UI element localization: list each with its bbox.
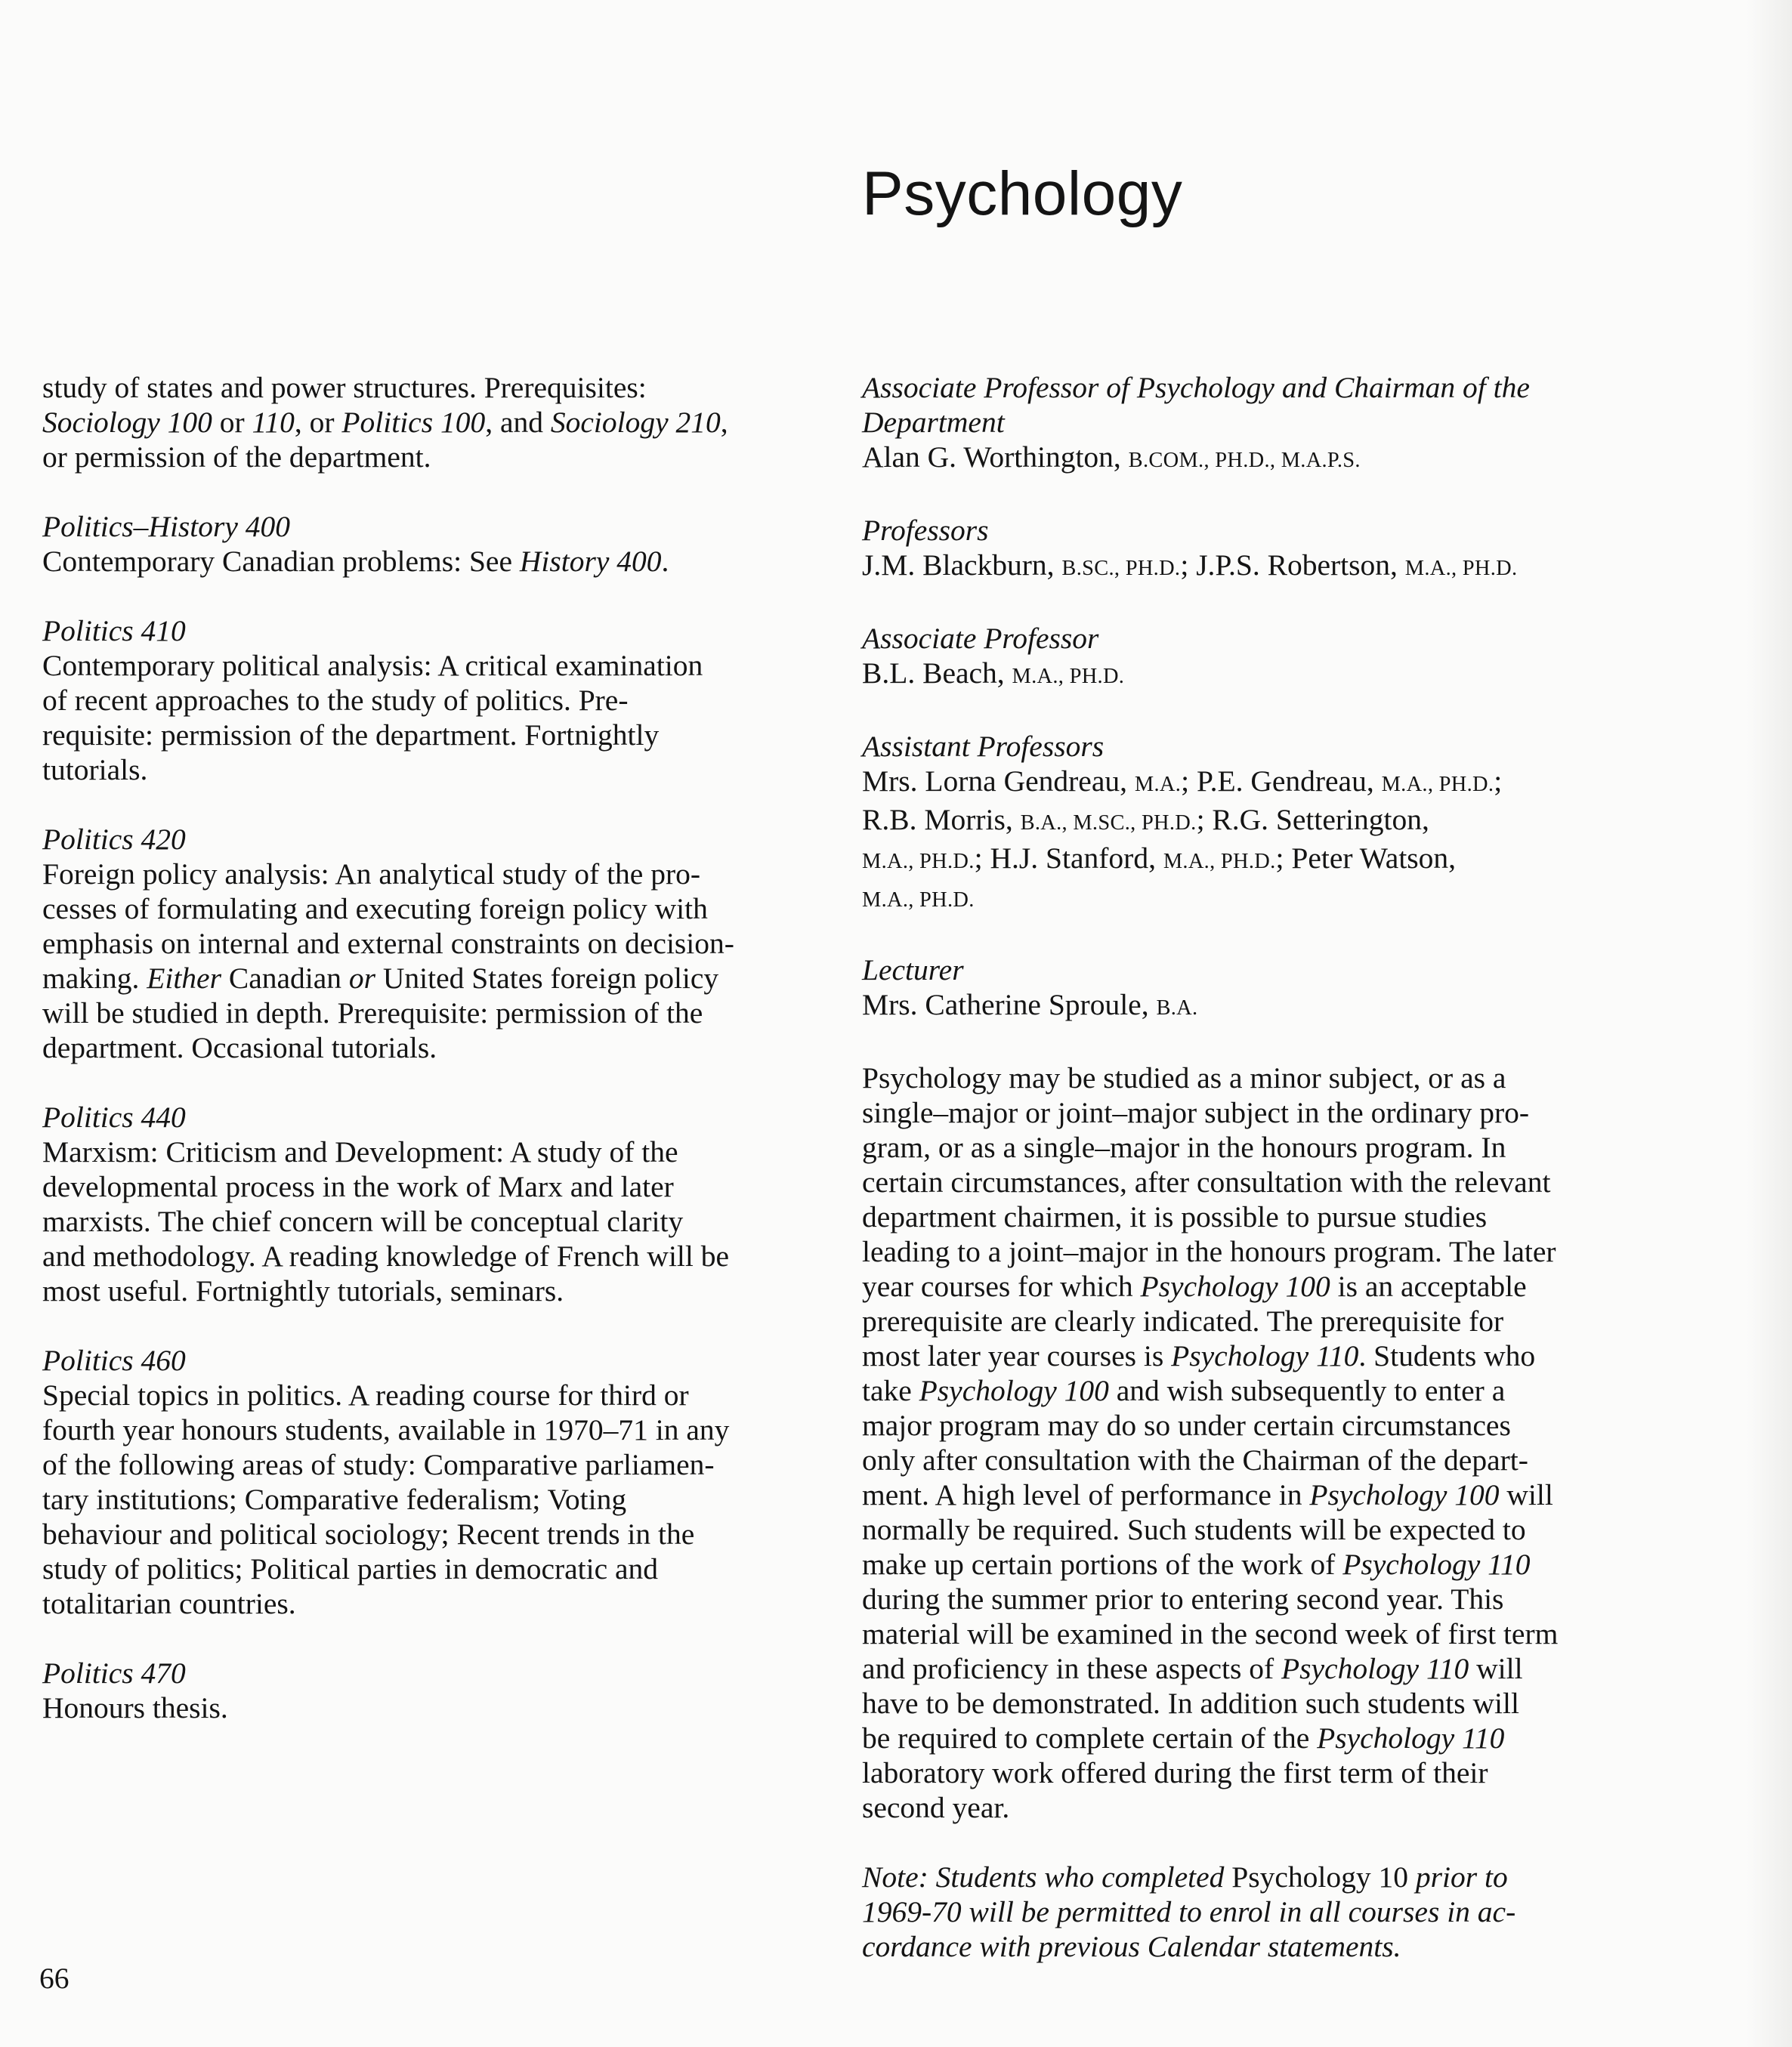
text-line: Special topics in politics. A reading course for third or	[42, 1379, 689, 1412]
faculty-name: R.B. Morris,	[862, 803, 1021, 836]
course-ref: Psychology 110	[1171, 1339, 1359, 1372]
text-line: prerequisite are clearly indicated. The prerequisite for	[862, 1304, 1504, 1338]
text-run: Contemporary Canadian problems: See	[42, 545, 520, 578]
program-description	[862, 1061, 1659, 1825]
right-column	[862, 370, 1659, 1964]
text-line: 1969-70 will be permitted to enrol in all courses in ac-	[862, 1895, 1516, 1928]
text-line: or permission of the department.	[42, 440, 431, 474]
course-ref: Politics 100	[341, 406, 486, 439]
text-run: Either	[147, 962, 221, 995]
degree-text: M.A.	[1134, 773, 1182, 796]
text-line: totalitarian countries.	[42, 1587, 296, 1620]
faculty-assistant-professors	[862, 729, 1659, 918]
text-line: Honours thesis.	[42, 1691, 228, 1724]
text-line: behaviour and political sociology; Recent trends in the	[42, 1517, 695, 1551]
text-run: is an acceptable	[1330, 1270, 1527, 1303]
course-ref: Psychology 110	[1342, 1548, 1531, 1581]
course-ref: Psychology 100	[1140, 1270, 1330, 1303]
page-number: 66	[39, 1962, 70, 1995]
text-line: second year.	[862, 1791, 1010, 1824]
text-line	[862, 1477, 1659, 1512]
course-politics-460	[42, 1343, 837, 1621]
text-run: ;	[1494, 764, 1503, 798]
text-run: Canadian	[221, 962, 349, 995]
course-ref: Psychology 100	[1309, 1478, 1500, 1511]
page-title: Psychology	[862, 159, 1183, 228]
text-line	[862, 1547, 1659, 1582]
text-run: or	[348, 962, 376, 995]
text-line	[862, 1338, 1659, 1373]
faculty-line	[862, 440, 1659, 478]
text-line: cordance with previous Calendar statements.	[862, 1930, 1401, 1963]
course-heading: Politics 420	[42, 823, 186, 856]
text-line: marxists. The chief concern will be conceptual clarity	[42, 1205, 684, 1238]
faculty-name: ; R.G. Setterington,	[1196, 803, 1429, 836]
text-run: and wish subsequently to enter a	[1108, 1374, 1506, 1407]
degree-text: M.A., PH.D.	[862, 850, 975, 873]
text-run: and proficiency in these aspects of	[862, 1652, 1281, 1685]
faculty-name: Mrs. Lorna Gendreau,	[862, 764, 1135, 798]
degree-text: M.A., PH.D.	[1012, 665, 1125, 688]
text-line: only after consultation with the Chairman of the depart-	[862, 1443, 1528, 1477]
course-ref: Psychology 110	[1317, 1721, 1505, 1755]
text-line: of the following areas of study: Comparative parliamen-	[42, 1448, 715, 1481]
text-run: be required to complete certain of the	[862, 1721, 1318, 1755]
text-line: study of politics; Political parties in democratic and	[42, 1552, 659, 1585]
note-paragraph	[862, 1860, 1659, 1964]
intro-paragraph	[42, 370, 837, 474]
text-line: certain circumstances, after consultation with the relevant	[862, 1166, 1551, 1199]
course-politics-470	[42, 1656, 837, 1725]
text-line	[42, 544, 837, 579]
degree-text: M.A., PH.D.	[1404, 557, 1518, 580]
text-run: United States foreign policy	[375, 962, 719, 995]
faculty-heading: Assistant Professors	[862, 730, 1105, 763]
text-run: take	[862, 1374, 919, 1407]
text-line: tary institutions; Comparative federalism; Voting	[42, 1483, 627, 1516]
text-line	[862, 1373, 1659, 1408]
course-heading: Politics–History 400	[42, 510, 291, 543]
faculty-name: ; Peter Watson,	[1275, 841, 1457, 875]
faculty-name: J.M. Blackburn,	[862, 548, 1062, 582]
course-heading: Politics 410	[42, 614, 186, 647]
text-run: ;	[1180, 548, 1197, 582]
degree-text: M.A., PH.D.	[1381, 773, 1494, 796]
text-line: will be studied in depth. Prerequisite: permission of the	[42, 996, 703, 1030]
course-ref: Sociology 210	[550, 406, 721, 439]
text-line: and methodology. A reading knowledge of French will be	[42, 1240, 730, 1273]
course-ref: History 400	[519, 545, 662, 578]
faculty-heading: Associate Professor	[862, 622, 1099, 655]
text-line	[862, 1269, 1659, 1304]
faculty-line	[862, 548, 1659, 586]
text-run: , or	[294, 406, 342, 439]
text-line: fourth year honours students, available in 1970–71 in any	[42, 1413, 730, 1446]
faculty-name: B.L. Beach,	[862, 656, 1012, 690]
text-run: , and	[485, 406, 551, 439]
faculty-chair	[862, 370, 1659, 478]
text-line: gram, or as a single–major in the honours program. In	[862, 1131, 1506, 1164]
text-run: . Students who	[1358, 1339, 1536, 1372]
faculty-line	[862, 841, 1659, 879]
text-line: normally be required. Such students will be expected to	[862, 1513, 1526, 1546]
faculty-line	[862, 987, 1659, 1026]
text-line	[862, 1860, 1659, 1894]
faculty-line	[862, 656, 1659, 694]
faculty-name: ; P.E. Gendreau,	[1181, 764, 1382, 798]
text-run: will	[1499, 1478, 1553, 1511]
text-line: tutorials.	[42, 753, 148, 786]
text-line: major program may do so under certain circumstances	[862, 1409, 1511, 1442]
course-heading: Politics 470	[42, 1656, 186, 1690]
faculty-line	[862, 802, 1659, 841]
text-run: making.	[42, 962, 147, 995]
text-line: study of states and power structures. Prerequisites:	[42, 371, 647, 404]
course-ref: Psychology 10	[1231, 1860, 1409, 1894]
text-line: department chairmen, it is possible to pursue studies	[862, 1200, 1488, 1233]
degree-text: B.A., M.SC., PH.D.	[1020, 811, 1197, 835]
text-line: department. Occasional tutorials.	[42, 1031, 437, 1064]
text-run: make up certain portions of the work of	[862, 1548, 1343, 1581]
text-line	[862, 1651, 1659, 1686]
text-line: developmental process in the work of Marx and later	[42, 1170, 674, 1203]
faculty-name: Alan G. Worthington,	[862, 440, 1129, 474]
course-heading: Politics 440	[42, 1101, 186, 1134]
text-line: of recent approaches to the study of politics. Pre-	[42, 684, 629, 717]
text-run: year courses for which	[862, 1270, 1141, 1303]
text-line: leading to a joint–major in the honours program. The later	[862, 1235, 1556, 1268]
degree-text: B.A.	[1156, 996, 1198, 1020]
course-ref: Psychology 100	[919, 1374, 1109, 1407]
course-politics-410	[42, 613, 837, 787]
text-line	[42, 961, 837, 996]
course-politics-440	[42, 1100, 837, 1308]
faculty-name: ; H.J. Stanford,	[974, 841, 1163, 875]
course-politics-420	[42, 822, 837, 1065]
text-line: cesses of formulating and executing foreign policy with	[42, 892, 708, 925]
text-run: most later year courses is	[862, 1339, 1172, 1372]
text-run: will	[1469, 1652, 1523, 1685]
degree-text: B.SC., PH.D.	[1061, 557, 1181, 580]
text-line: requisite: permission of the department. Fortnightly	[42, 718, 660, 752]
faculty-heading: Department	[862, 406, 1005, 439]
course-ref: 110	[252, 406, 295, 439]
text-line	[42, 405, 837, 440]
text-line: Psychology may be studied as a minor subject, or as a	[862, 1061, 1506, 1095]
faculty-line	[862, 764, 1659, 802]
left-column	[42, 370, 837, 1725]
faculty-heading: Professors	[862, 514, 989, 547]
faculty-professors	[862, 513, 1659, 586]
course-ref: Sociology 100	[42, 406, 212, 439]
faculty-name: Mrs. Catherine Sproule,	[862, 988, 1157, 1021]
faculty-name: J.P.S. Robertson,	[1196, 548, 1405, 582]
text-line: during the summer prior to entering second year. This	[862, 1582, 1504, 1616]
text-run: Note: Students who completed	[862, 1860, 1232, 1894]
text-line: most useful. Fortnightly tutorials, seminars.	[42, 1274, 564, 1308]
text-line: material will be examined in the second week of first term	[862, 1617, 1559, 1650]
degree-text: M.A., PH.D.	[862, 888, 975, 912]
text-run: .	[661, 545, 669, 578]
text-line: Foreign policy analysis: An analytical study of the pro-	[42, 857, 701, 891]
course-heading: Politics 460	[42, 1344, 186, 1377]
degree-text: M.A., PH.D.	[1163, 850, 1276, 873]
text-line: have to be demonstrated. In addition such students will	[862, 1687, 1519, 1720]
text-line: Marxism: Criticism and Development: A study of the	[42, 1135, 678, 1169]
text-run: ,	[720, 406, 728, 439]
faculty-heading: Lecturer	[862, 953, 964, 986]
page-fold-shadow	[1747, 0, 1792, 2047]
faculty-lecturer	[862, 952, 1659, 1026]
course-ref: Psychology 110	[1281, 1652, 1469, 1685]
text-run: ment. A high level of performance in	[862, 1478, 1310, 1511]
degree-text: B.COM., PH.D., M.A.P.S.	[1128, 449, 1361, 472]
text-line: single–major or joint–major subject in the ordinary pro-	[862, 1096, 1530, 1129]
faculty-associate-professor	[862, 621, 1659, 694]
text-run: prior to	[1408, 1860, 1508, 1894]
text-line: laboratory work offered during the first term of their	[862, 1756, 1488, 1789]
faculty-heading: Associate Professor of Psychology and Chairman of the	[862, 371, 1530, 404]
faculty-line	[862, 879, 1659, 918]
text-run: or	[212, 406, 252, 439]
text-line: Contemporary political analysis: A critical examination	[42, 649, 703, 682]
text-line: emphasis on internal and external constraints on decision-	[42, 927, 734, 960]
text-line	[862, 1721, 1659, 1755]
course-politics-history-400	[42, 509, 837, 579]
